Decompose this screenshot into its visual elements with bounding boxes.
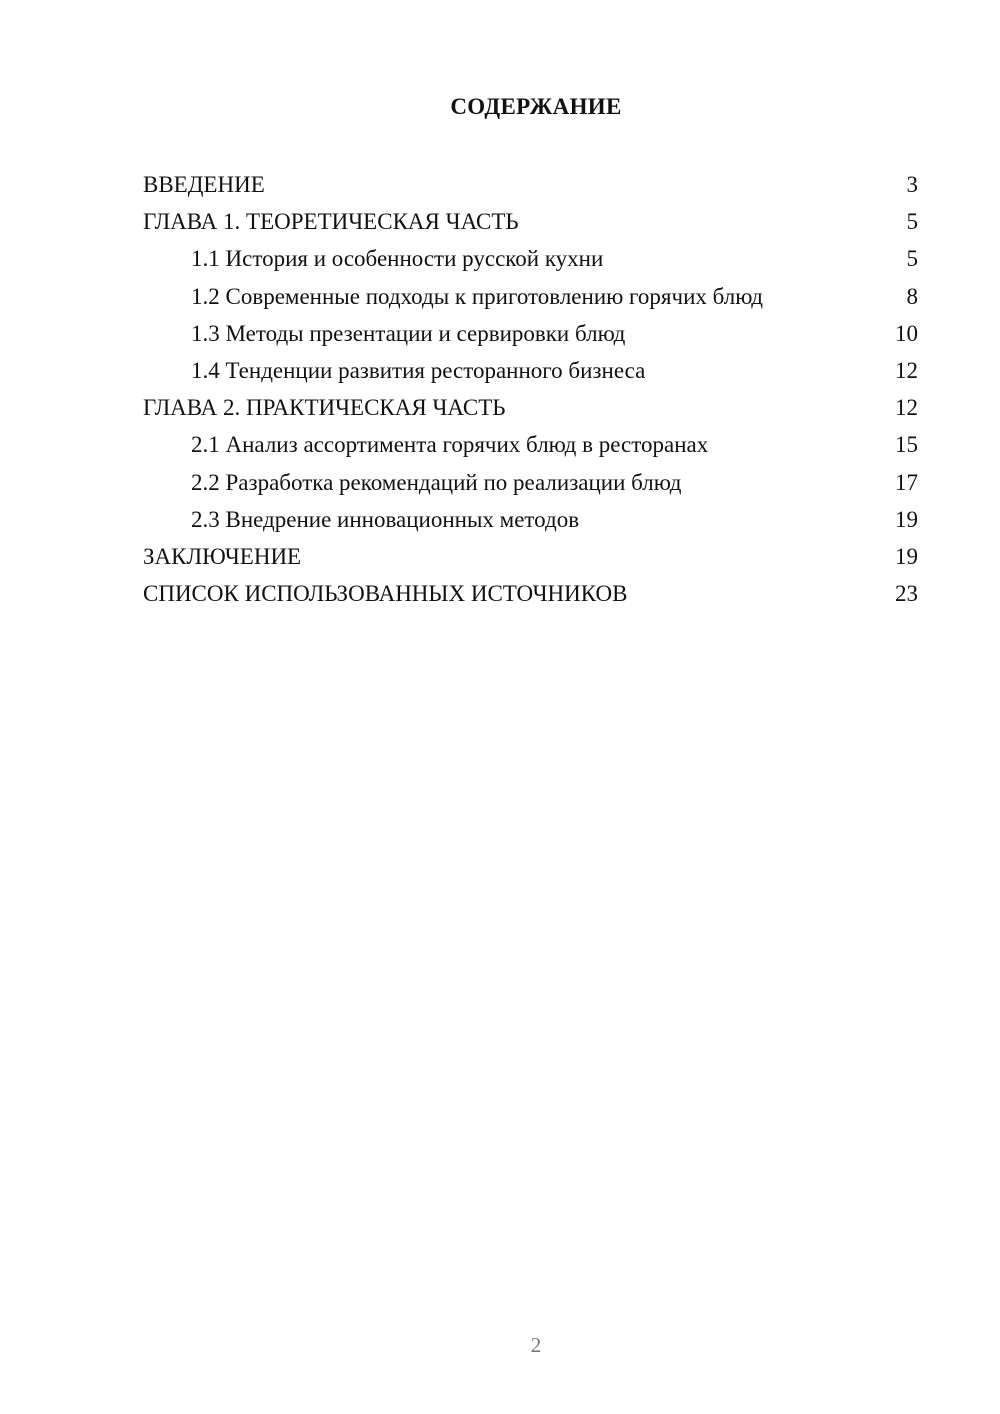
toc-entry-page: 3 (906, 172, 918, 197)
toc-entry-section-2-2[interactable] (143, 466, 918, 503)
toc-entry-page: 8 (906, 283, 918, 309)
toc-entry-label: ВВЕДЕНИЕ (143, 172, 265, 197)
toc-entry-introduction[interactable] (143, 168, 918, 205)
toc-entry-section-2-1[interactable] (143, 428, 918, 465)
toc-entry-page: 15 (895, 432, 918, 458)
toc-entry-label: 1.1 История и особенности русской кухни (191, 246, 604, 272)
toc-entry-conclusion[interactable] (143, 540, 918, 577)
toc-entry-chapter-2[interactable] (143, 391, 918, 428)
toc-entry-label: 2.2 Разработка рекомендаций по реализации блюд (191, 469, 682, 495)
toc-entry-label: 1.3 Методы презентации и сервировки блюд (191, 320, 626, 346)
toc-entry-label: 1.2 Современные подходы к приготовлению горячих блюд (191, 283, 763, 309)
toc-entry-references[interactable] (143, 577, 918, 614)
toc-entry-section-2-3[interactable] (143, 503, 918, 540)
toc-entry-section-1-3[interactable] (143, 317, 918, 354)
toc-entry-label: СПИСОК ИСПОЛЬЗОВАННЫХ ИСТОЧНИКОВ (143, 581, 628, 607)
toc-entry-page: 23 (895, 581, 918, 607)
toc-entry-page: 19 (895, 543, 918, 569)
toc-entry-page: 5 (906, 246, 918, 272)
toc-entry-page: 10 (895, 320, 918, 346)
toc-entry-label: 2.3 Внедрение инновационных методов (191, 506, 580, 532)
toc-entry-page: 19 (895, 506, 918, 532)
toc-entry-page: 12 (895, 357, 918, 383)
toc-entry-page: 17 (895, 469, 918, 495)
toc-entry-page: 5 (906, 209, 918, 235)
toc-entry-chapter-1[interactable] (143, 205, 918, 242)
toc-entry-label: 1.4 Тенденции развития ресторанного бизнеса (191, 357, 646, 383)
page-title: СОДЕРЖАНИЕ (450, 94, 622, 119)
toc-entry-section-1-2[interactable] (143, 280, 918, 317)
toc-entry-page: 12 (895, 395, 918, 421)
toc-entry-label: ЗАКЛЮЧЕНИЕ (143, 543, 302, 569)
toc-entry-label: 2.1 Анализ ассортимента горячих блюд в ресторанах (191, 432, 709, 458)
table-of-contents (143, 168, 918, 614)
page-number: 2 (530, 1333, 542, 1357)
toc-entry-label: ГЛАВА 1. ТЕОРЕТИЧЕСКАЯ ЧАСТЬ (143, 209, 519, 235)
toc-entry-section-1-1[interactable] (143, 242, 918, 279)
toc-entry-section-1-4[interactable] (143, 354, 918, 391)
toc-entry-label: ГЛАВА 2. ПРАКТИЧЕСКАЯ ЧАСТЬ (143, 395, 506, 421)
